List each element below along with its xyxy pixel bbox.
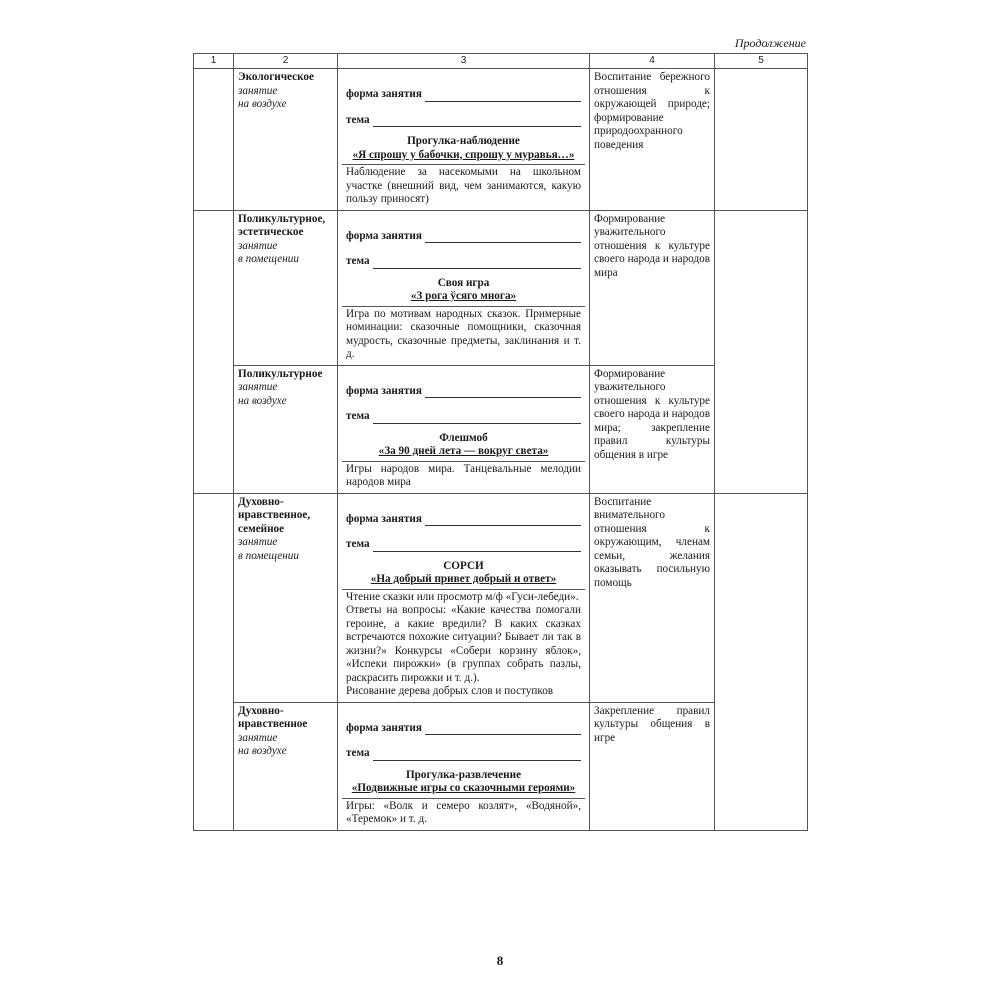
direction-title: Поликультурное bbox=[238, 367, 323, 380]
goals-cell: Формирование уважительного отношения к культуре своего народа и народов мира; закрепление правил культуры общения в игре bbox=[590, 365, 715, 493]
event-description bbox=[342, 589, 585, 700]
table-row bbox=[194, 493, 808, 702]
form-field bbox=[346, 705, 581, 736]
event-type: Своя игра bbox=[437, 276, 490, 289]
form-label: форма занятия bbox=[346, 229, 422, 242]
table-row bbox=[194, 69, 808, 211]
format-line: на воздухе bbox=[238, 394, 287, 407]
format-line: в помещении bbox=[238, 253, 299, 265]
topic-label: тема bbox=[346, 410, 370, 422]
topic-field bbox=[346, 243, 581, 269]
date-cell bbox=[194, 493, 234, 830]
content-cell bbox=[338, 493, 590, 702]
header-col-5: 5 bbox=[715, 54, 808, 69]
event-type: Флешмоб bbox=[439, 431, 488, 444]
page-number: 8 bbox=[496, 953, 504, 968]
continuation-label: Продолжение bbox=[734, 36, 806, 50]
topic-field bbox=[346, 735, 581, 761]
event-title: «На добрый привет добрый и ответ» bbox=[370, 573, 557, 585]
content-cell bbox=[338, 365, 590, 493]
form-field bbox=[346, 496, 581, 527]
format-line: на воздухе bbox=[238, 98, 287, 110]
form-label: форма занятия bbox=[346, 88, 422, 100]
direction-title: Духовно-нравственное bbox=[238, 704, 308, 730]
topic-label: тема bbox=[346, 255, 370, 267]
event-description: Игра по мотивам народных сказок. Примерные номинации: сказочные помощники, сказочная мудрость, сказочные предметы, заклинания и т. д. bbox=[342, 306, 585, 363]
notes-cell bbox=[715, 210, 808, 493]
form-input-line[interactable] bbox=[425, 724, 581, 735]
form-label: форма занятия bbox=[346, 512, 422, 525]
event-type: СОРСИ bbox=[443, 559, 484, 572]
format-line: занятие bbox=[238, 239, 278, 252]
event-title: «Я спрошу у бабочки, спрошу у муравья…» bbox=[352, 148, 575, 161]
form-label: форма занятия bbox=[346, 721, 422, 734]
topic-input-line[interactable] bbox=[373, 413, 581, 424]
direction-cell bbox=[234, 210, 338, 365]
header-col-2: 2 bbox=[234, 54, 338, 69]
topic-input-line[interactable] bbox=[373, 258, 581, 269]
topic-field bbox=[346, 398, 581, 424]
date-cell bbox=[194, 210, 234, 493]
form-field bbox=[346, 71, 581, 102]
header-row bbox=[194, 54, 808, 69]
format-line: занятие bbox=[238, 381, 278, 393]
topic-label: тема bbox=[346, 747, 370, 759]
event-description: Наблюдение за насекомыми на школьном участке (внешний вид, чем занимаются, какую пользу приносят) bbox=[342, 164, 585, 208]
form-field bbox=[346, 213, 581, 244]
content-cell bbox=[338, 702, 590, 830]
header-col-3: 3 bbox=[338, 54, 590, 69]
format-line: занятие bbox=[238, 84, 278, 97]
notes-cell bbox=[715, 69, 808, 211]
table-row bbox=[194, 210, 808, 365]
direction-cell bbox=[234, 702, 338, 830]
direction-title: Духовно-нравственное, семейное bbox=[238, 495, 311, 535]
direction-title: Поликультурное, эстетическое bbox=[238, 212, 326, 238]
activity-plan-table bbox=[193, 53, 808, 831]
header-col-4: 4 bbox=[590, 54, 715, 69]
event-title: «Подвижные игры со сказочными героями» bbox=[351, 782, 576, 794]
topic-field bbox=[346, 526, 581, 552]
description-line: Ответы на вопросы: «Какие качества помогали героине, а какие вредили? В каких сказках встречаются похожие ситуации? Бывает ли так в жизни?» Конкурсы «Собери корзину яблок», «Испеки пирожки» (в группах собрать пазлы, раскрасить пирожки и т. д.). bbox=[346, 604, 581, 684]
topic-label: тема bbox=[346, 538, 370, 550]
topic-label: тема bbox=[346, 113, 370, 126]
date-cell bbox=[194, 69, 234, 211]
header-col-1: 1 bbox=[194, 54, 234, 69]
topic-input-line[interactable] bbox=[373, 116, 581, 127]
format-line: на воздухе bbox=[238, 745, 287, 757]
direction-cell bbox=[234, 365, 338, 493]
event-title: «За 90 дней лета — вокруг света» bbox=[378, 445, 549, 457]
content-cell bbox=[338, 69, 590, 211]
notes-cell bbox=[715, 493, 808, 830]
form-input-line[interactable] bbox=[425, 232, 581, 243]
form-input-line[interactable] bbox=[425, 515, 581, 526]
form-label: форма занятия bbox=[346, 384, 422, 397]
event-type: Прогулка-развлечение bbox=[405, 768, 522, 781]
event-type: Прогулка-наблюдение bbox=[407, 135, 520, 147]
direction-cell bbox=[234, 69, 338, 211]
form-input-line[interactable] bbox=[425, 387, 581, 398]
event-description: Игры: «Волк и семеро козлят», «Водяной», «Теремок» и т. д. bbox=[342, 798, 585, 828]
goals-cell: Воспитание внимательного отношения к окружающим, членам семьи, желания оказывать посильную помощь bbox=[590, 493, 715, 702]
form-input-line[interactable] bbox=[425, 91, 581, 102]
topic-input-line[interactable] bbox=[373, 541, 581, 552]
format-line: занятие bbox=[238, 731, 278, 744]
direction-cell bbox=[234, 493, 338, 702]
form-field bbox=[346, 368, 581, 399]
direction-title: Экологическое bbox=[238, 71, 314, 83]
event-title: «З рога ўсяго многа» bbox=[410, 290, 517, 302]
goals-cell: Закрепление правил культуры общения в игре bbox=[590, 702, 715, 830]
event-description: Игры народов мира. Танцевальные мелодии народов мира bbox=[342, 461, 585, 491]
description-line: Чтение сказки или просмотр м/ф «Гуси-лебеди». bbox=[346, 590, 579, 603]
format-line: в помещении bbox=[238, 549, 299, 562]
content-cell bbox=[338, 210, 590, 365]
goals-cell: Воспитание бережного отношения к окружающей природе; формирование природоохранного поведения bbox=[590, 69, 715, 211]
format-line: занятие bbox=[238, 536, 278, 548]
goals-cell: Формирование уважительного отношения к культуре своего народа и народов мира bbox=[590, 210, 715, 365]
description-line: Рисование дерева добрых слов и поступков bbox=[346, 685, 554, 697]
topic-input-line[interactable] bbox=[373, 750, 581, 761]
topic-field bbox=[346, 102, 581, 128]
